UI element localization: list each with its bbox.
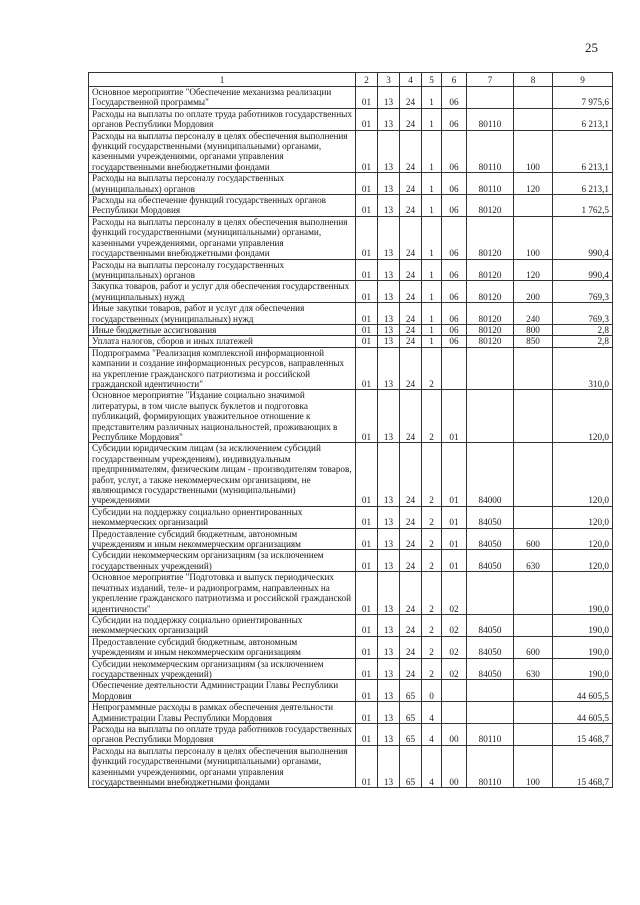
code-cell: 24	[400, 108, 422, 130]
code-cell: 1	[422, 259, 442, 281]
table-row	[89, 216, 613, 259]
code-cell: 80110	[467, 723, 514, 745]
amount-cell: 990,4	[553, 216, 613, 259]
table-row	[89, 303, 613, 325]
code-cell: 13	[378, 259, 400, 281]
header-cell: 3	[378, 73, 400, 87]
code-cell: 01	[356, 195, 378, 217]
code-cell: 24	[400, 195, 422, 217]
amount-cell: 15 468,7	[553, 723, 613, 745]
code-cell: 13	[378, 303, 400, 325]
code-cell: 01	[356, 506, 378, 528]
code-cell: 01	[356, 259, 378, 281]
code-cell: 2	[422, 550, 442, 572]
code-cell: 80120	[467, 259, 514, 281]
code-cell: 80120	[467, 303, 514, 325]
code-cell: 01	[356, 303, 378, 325]
code-cell: 02	[442, 572, 467, 615]
amount-cell: 190,0	[553, 636, 613, 658]
code-cell: 13	[378, 506, 400, 528]
code-cell: 100	[514, 130, 553, 173]
item-name-cell: Расходы на выплаты персоналу государственных (муниципальных) органов	[89, 259, 356, 281]
code-cell: 24	[400, 303, 422, 325]
code-cell: 80120	[467, 216, 514, 259]
item-name-cell: Уплата налогов, сборов и иных платежей	[89, 336, 356, 347]
table-row	[89, 195, 613, 217]
code-cell: 24	[400, 281, 422, 303]
item-name-cell: Расходы на выплаты персоналу в целях обеспечения выполнения функций государственными (муниципальными) органами, казенными учреждениями, органами управления государственными внебюджетными фондами	[89, 216, 356, 259]
header-cell: 4	[400, 73, 422, 87]
item-name-cell: Субсидии на поддержку социально ориентированных некоммерческих организаций	[89, 614, 356, 636]
code-cell: 1	[422, 216, 442, 259]
item-name-cell: Иные закупки товаров, работ и услуг для обеспечения государственных (муниципальных) нужд	[89, 303, 356, 325]
item-name-cell: Расходы на выплаты персоналу в целях обеспечения выполнения функций государственными (муниципальными) органами, казенными учреждениями, органами управления государственными внебюджетными фондами	[89, 130, 356, 173]
code-cell	[442, 347, 467, 390]
code-cell	[467, 390, 514, 443]
code-cell: 1	[422, 108, 442, 130]
code-cell: 01	[356, 173, 378, 195]
code-cell: 24	[400, 658, 422, 680]
code-cell: 4	[422, 702, 442, 724]
header-cell: 2	[356, 73, 378, 87]
code-cell: 80110	[467, 745, 514, 788]
table-row	[89, 173, 613, 195]
code-cell	[467, 572, 514, 615]
code-cell: 13	[378, 173, 400, 195]
code-cell: 24	[400, 87, 422, 109]
code-cell	[514, 443, 553, 506]
amount-cell: 769,3	[553, 303, 613, 325]
table-row	[89, 281, 613, 303]
item-name-cell: Обеспечение деятельности Администрации Главы Республики Мордовия	[89, 680, 356, 702]
code-cell: 800	[514, 324, 553, 335]
code-cell: 13	[378, 336, 400, 347]
code-cell: 13	[378, 658, 400, 680]
code-cell: 24	[400, 347, 422, 390]
code-cell: 01	[442, 390, 467, 443]
code-cell: 01	[356, 216, 378, 259]
code-cell: 01	[356, 572, 378, 615]
code-cell: 13	[378, 390, 400, 443]
code-cell: 84050	[467, 550, 514, 572]
item-name-cell: Предоставление субсидий бюджетным, автономным учреждениям и иным некоммерческим организациям	[89, 528, 356, 550]
code-cell: 630	[514, 658, 553, 680]
table-row	[89, 108, 613, 130]
item-name-cell: Подпрограмма "Реализация комплексной информационной кампании и создание информационных ресурсов, направленных на укрепление гражданского патриотизма и российской гражданской идентичности"	[89, 347, 356, 390]
code-cell: 600	[514, 528, 553, 550]
amount-cell: 990,4	[553, 259, 613, 281]
code-cell: 100	[514, 216, 553, 259]
header-cell: 1	[89, 73, 356, 87]
code-cell: 01	[356, 680, 378, 702]
amount-cell: 6 213,1	[553, 173, 613, 195]
code-cell: 24	[400, 443, 422, 506]
code-cell: 65	[400, 680, 422, 702]
code-cell: 2	[422, 528, 442, 550]
code-cell	[514, 87, 553, 109]
code-cell: 06	[442, 87, 467, 109]
code-cell: 01	[356, 614, 378, 636]
item-name-cell: Субсидии некоммерческим организациям (за исключением государственных учреждений)	[89, 658, 356, 680]
code-cell: 13	[378, 745, 400, 788]
item-name-cell: Непрограммные расходы в рамках обеспечения деятельности Администрации Главы Республики Мордовия	[89, 702, 356, 724]
code-cell: 06	[442, 303, 467, 325]
code-cell: 24	[400, 173, 422, 195]
table-row	[89, 745, 613, 788]
table-body	[89, 87, 613, 788]
header-row	[89, 73, 613, 87]
code-cell	[514, 702, 553, 724]
code-cell	[467, 702, 514, 724]
amount-cell: 2,8	[553, 324, 613, 335]
code-cell	[467, 347, 514, 390]
item-name-cell: Основное мероприятие "Подготовка и выпуск периодических печатных изданий, теле- и радиопрограмм, направленных на укрепление гражданского патриотизма и российской гражданской идентичности"	[89, 572, 356, 615]
code-cell: 06	[442, 324, 467, 335]
code-cell: 00	[442, 723, 467, 745]
item-name-cell: Расходы на выплаты по оплате труда работников государственных органов Республики Мордовия	[89, 108, 356, 130]
code-cell: 02	[442, 658, 467, 680]
code-cell	[514, 723, 553, 745]
code-cell: 2	[422, 614, 442, 636]
item-name-cell: Предоставление субсидий бюджетным, автономным учреждениям и иным некоммерческим организациям	[89, 636, 356, 658]
header-cell: 9	[553, 73, 613, 87]
amount-cell: 2,8	[553, 336, 613, 347]
code-cell: 850	[514, 336, 553, 347]
code-cell	[514, 390, 553, 443]
code-cell: 24	[400, 336, 422, 347]
code-cell: 01	[356, 745, 378, 788]
header-cell: 7	[467, 73, 514, 87]
header-cell: 5	[422, 73, 442, 87]
code-cell: 01	[356, 528, 378, 550]
table-row	[89, 658, 613, 680]
code-cell: 1	[422, 303, 442, 325]
code-cell: 13	[378, 614, 400, 636]
table-row	[89, 87, 613, 109]
code-cell: 80110	[467, 173, 514, 195]
code-cell: 80120	[467, 195, 514, 217]
code-cell: 02	[442, 614, 467, 636]
code-cell: 01	[442, 443, 467, 506]
code-cell: 2	[422, 572, 442, 615]
code-cell: 2	[422, 636, 442, 658]
code-cell: 06	[442, 216, 467, 259]
amount-cell: 6 213,1	[553, 108, 613, 130]
code-cell: 13	[378, 347, 400, 390]
code-cell: 00	[442, 745, 467, 788]
amount-cell: 769,3	[553, 281, 613, 303]
code-cell: 1	[422, 324, 442, 335]
code-cell: 13	[378, 324, 400, 335]
code-cell: 06	[442, 336, 467, 347]
code-cell: 13	[378, 680, 400, 702]
code-cell: 2	[422, 443, 442, 506]
amount-cell: 190,0	[553, 658, 613, 680]
code-cell: 24	[400, 390, 422, 443]
code-cell: 13	[378, 443, 400, 506]
code-cell: 84050	[467, 614, 514, 636]
code-cell: 13	[378, 281, 400, 303]
code-cell: 01	[356, 550, 378, 572]
table-row	[89, 614, 613, 636]
code-cell: 600	[514, 636, 553, 658]
code-cell: 24	[400, 130, 422, 173]
code-cell: 01	[442, 528, 467, 550]
code-cell: 13	[378, 87, 400, 109]
code-cell: 24	[400, 324, 422, 335]
code-cell: 02	[442, 636, 467, 658]
code-cell: 80110	[467, 108, 514, 130]
item-name-cell: Расходы на обеспечение функций государственных органов Республики Мордовия	[89, 195, 356, 217]
code-cell: 1	[422, 195, 442, 217]
item-name-cell: Расходы на выплаты персоналу в целях обеспечения выполнения функций государственными (муниципальными) органами, казенными учреждениями, органами управления государственными внебюджетными фондами	[89, 745, 356, 788]
code-cell: 1	[422, 130, 442, 173]
code-cell: 80120	[467, 336, 514, 347]
table-row	[89, 390, 613, 443]
amount-cell: 120,0	[553, 550, 613, 572]
amount-cell: 120,0	[553, 443, 613, 506]
code-cell: 01	[356, 723, 378, 745]
code-cell: 01	[442, 550, 467, 572]
code-cell: 13	[378, 216, 400, 259]
item-name-cell: Основное мероприятие "Издание социально значимой литературы, в том числе выпуск буклетов и подготовка публикаций, формирующих уважительное отношение к представителям различных национальностей, проживающих в Республике Мордовия"	[89, 390, 356, 443]
code-cell	[514, 506, 553, 528]
code-cell: 13	[378, 723, 400, 745]
table-row	[89, 572, 613, 615]
code-cell: 24	[400, 614, 422, 636]
amount-cell: 44 605,5	[553, 702, 613, 724]
code-cell	[442, 702, 467, 724]
code-cell	[442, 680, 467, 702]
amount-cell: 15 468,7	[553, 745, 613, 788]
code-cell: 2	[422, 347, 442, 390]
code-cell: 4	[422, 723, 442, 745]
code-cell: 65	[400, 723, 422, 745]
header-cell: 6	[442, 73, 467, 87]
amount-cell: 120,0	[553, 506, 613, 528]
code-cell: 80120	[467, 281, 514, 303]
code-cell: 24	[400, 572, 422, 615]
code-cell: 01	[356, 281, 378, 303]
code-cell	[514, 347, 553, 390]
amount-cell: 1 762,5	[553, 195, 613, 217]
code-cell: 01	[356, 658, 378, 680]
code-cell: 24	[400, 259, 422, 281]
header-cell: 8	[514, 73, 553, 87]
table-row	[89, 528, 613, 550]
table-row	[89, 347, 613, 390]
code-cell: 24	[400, 216, 422, 259]
amount-cell: 6 213,1	[553, 130, 613, 173]
code-cell: 06	[442, 259, 467, 281]
amount-cell: 120,0	[553, 390, 613, 443]
code-cell: 1	[422, 173, 442, 195]
code-cell: 2	[422, 506, 442, 528]
code-cell: 06	[442, 195, 467, 217]
amount-cell: 310,0	[553, 347, 613, 390]
code-cell: 01	[356, 336, 378, 347]
code-cell: 120	[514, 259, 553, 281]
amount-cell: 7 975,6	[553, 87, 613, 109]
code-cell: 01	[356, 702, 378, 724]
code-cell: 06	[442, 130, 467, 173]
code-cell: 2	[422, 658, 442, 680]
code-cell: 13	[378, 636, 400, 658]
code-cell: 100	[514, 745, 553, 788]
code-cell: 01	[356, 347, 378, 390]
table-row	[89, 443, 613, 506]
table-row	[89, 680, 613, 702]
table-row	[89, 506, 613, 528]
code-cell: 84050	[467, 506, 514, 528]
code-cell: 01	[356, 443, 378, 506]
code-cell: 630	[514, 550, 553, 572]
code-cell: 01	[356, 636, 378, 658]
code-cell: 240	[514, 303, 553, 325]
table-row	[89, 336, 613, 347]
amount-cell: 190,0	[553, 614, 613, 636]
code-cell: 01	[356, 390, 378, 443]
code-cell: 01	[442, 506, 467, 528]
code-cell	[514, 195, 553, 217]
code-cell: 84050	[467, 636, 514, 658]
code-cell: 80120	[467, 324, 514, 335]
code-cell: 65	[400, 702, 422, 724]
code-cell: 06	[442, 173, 467, 195]
table-row	[89, 550, 613, 572]
code-cell: 13	[378, 550, 400, 572]
page-number: 25	[585, 40, 598, 55]
code-cell: 1	[422, 87, 442, 109]
code-cell: 01	[356, 108, 378, 130]
table-row	[89, 324, 613, 335]
code-cell: 13	[378, 528, 400, 550]
code-cell	[514, 680, 553, 702]
code-cell	[514, 614, 553, 636]
code-cell: 24	[400, 528, 422, 550]
table-row	[89, 636, 613, 658]
code-cell	[514, 572, 553, 615]
code-cell: 01	[356, 87, 378, 109]
code-cell: 01	[356, 130, 378, 173]
code-cell: 1	[422, 281, 442, 303]
code-cell: 24	[400, 636, 422, 658]
code-cell: 120	[514, 173, 553, 195]
code-cell: 0	[422, 680, 442, 702]
amount-cell: 44 605,5	[553, 680, 613, 702]
amount-cell: 190,0	[553, 572, 613, 615]
item-name-cell: Субсидии на поддержку социально ориентированных некоммерческих организаций	[89, 506, 356, 528]
code-cell: 13	[378, 195, 400, 217]
item-name-cell: Расходы на выплаты по оплате труда работников государственных органов Республики Мордовия	[89, 723, 356, 745]
code-cell: 84000	[467, 443, 514, 506]
table-row	[89, 723, 613, 745]
item-name-cell: Основное мероприятие "Обеспечение механизма реализации Государственной программы"	[89, 87, 356, 109]
code-cell	[467, 87, 514, 109]
item-name-cell: Расходы на выплаты персоналу государственных (муниципальных) органов	[89, 173, 356, 195]
budget-table	[88, 72, 613, 788]
code-cell: 65	[400, 745, 422, 788]
code-cell: 13	[378, 702, 400, 724]
table-row	[89, 259, 613, 281]
code-cell: 06	[442, 281, 467, 303]
table-row	[89, 702, 613, 724]
item-name-cell: Закупка товаров, работ и услуг для обеспечения государственных (муниципальных) нужд	[89, 281, 356, 303]
code-cell: 2	[422, 390, 442, 443]
code-cell	[467, 680, 514, 702]
item-name-cell: Субсидии некоммерческим организациям (за исключением государственных учреждений)	[89, 550, 356, 572]
code-cell: 84050	[467, 658, 514, 680]
code-cell: 80110	[467, 130, 514, 173]
code-cell: 01	[356, 324, 378, 335]
item-name-cell: Иные бюджетные ассигнования	[89, 324, 356, 335]
code-cell: 84050	[467, 528, 514, 550]
amount-cell: 120,0	[553, 528, 613, 550]
code-cell	[514, 108, 553, 130]
code-cell: 24	[400, 550, 422, 572]
code-cell: 06	[442, 108, 467, 130]
code-cell: 13	[378, 108, 400, 130]
code-cell: 13	[378, 572, 400, 615]
table-row	[89, 130, 613, 173]
item-name-cell: Субсидии юридическим лицам (за исключением субсидий государственным учреждениям), индивидуальным предпринимателям, физическим лицам - производителям товаров, работ, услуг, а также некоммерческим организациям, не являющимся государственными (муниципальными) учреждениями	[89, 443, 356, 506]
code-cell: 200	[514, 281, 553, 303]
code-cell: 13	[378, 130, 400, 173]
code-cell: 24	[400, 506, 422, 528]
code-cell: 1	[422, 336, 442, 347]
code-cell: 4	[422, 745, 442, 788]
